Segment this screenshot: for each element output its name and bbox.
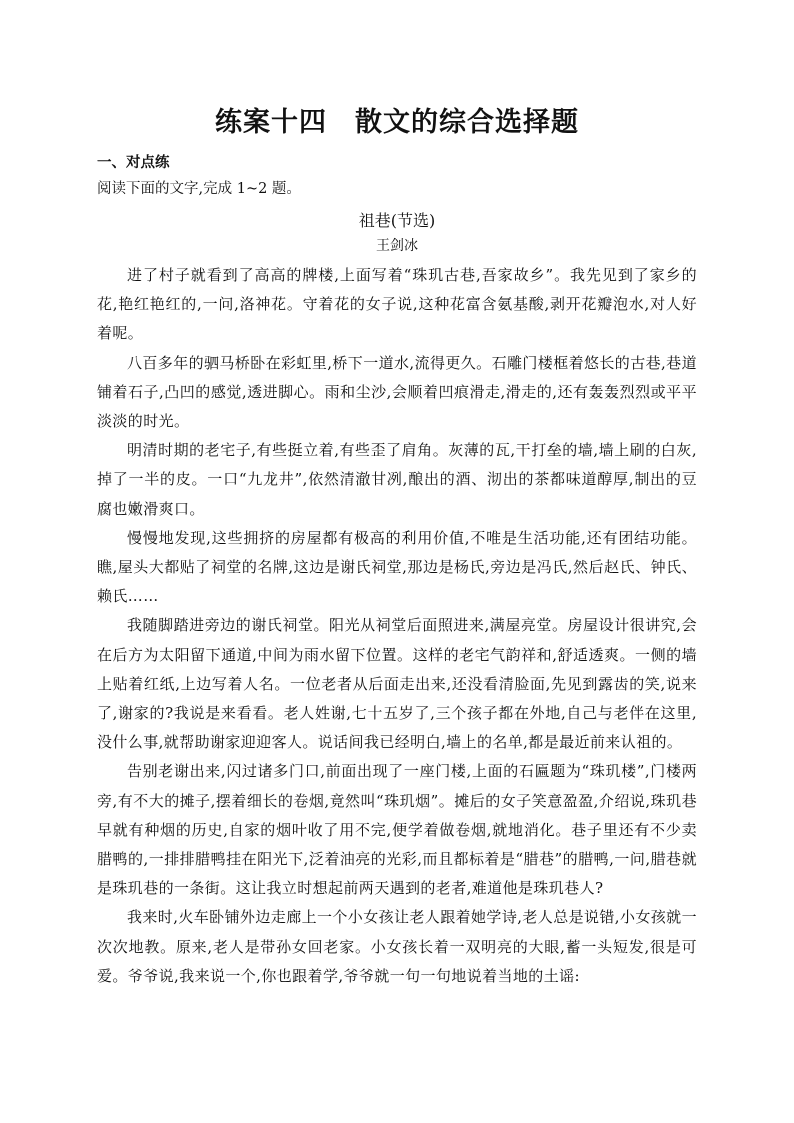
- paragraph: 明清时期的老宅子,有些挺立着,有些歪了肩角。灰薄的瓦,干打垒的墙,墙上刷的白灰,掉了一半的皮。一口“九龙井”,依然清澈甘冽,酿出的酒、沏出的茶都味道醇厚,制出的豆腐也嫩滑爽口。: [97, 441, 697, 518]
- page-title: 练案十四 散文的综合选择题: [215, 107, 579, 138]
- instruction-text: 阅读下面的文字,完成 1~2 题。: [97, 181, 301, 197]
- paragraph: 八百多年的驷马桥卧在彩虹里,桥下一道水,流得更久。石雕门楼框着悠长的古巷,巷道铺着石子,凸凹的感觉,透进脚心。雨和尘沙,会顺着凹痕滑走,滑走的,还有轰轰烈烈或平平淡淡的时光。: [97, 353, 697, 431]
- article-body: [97, 261, 697, 991]
- paragraph: 告别老谢出来,闪过诸多门口,前面出现了一座门楼,上面的石匾题为“珠玑楼”,门楼两旁,有不大的摊子,摆着细长的卷烟,竟然叫“珠玑烟”。摊后的女子笑意盈盈,介绍说,珠玑巷早就有种烟的历史,自家的烟叶收了用不完,便学着做卷烟,就地消化。巷子里还有不少卖腊鸭的,一排排腊鸭挂在阳光下,泛着油亮的光彩,而且都标着是“腊巷”的腊鸭,一问,腊巷就是珠玑巷的一条街。这让我立时想起前两天遇到的老者,难道他是珠玑巷人?: [97, 762, 697, 898]
- paragraph: 慢慢地发现,这些拥挤的房屋都有极高的利用价值,不唯是生活功能,还有团结功能。瞧,屋头大都贴了祠堂的名牌,这边是谢氏祠堂,那边是杨氏,旁边是冯氏,然后赵氏、钟氏、赖氏……: [97, 528, 697, 606]
- article-title: 祖巷(节选): [358, 211, 436, 230]
- paragraph: 我来时,火车卧铺外边走廊上一个小女孩让老人跟着她学诗,老人总是说错,小女孩就一次次地教。原来,老人是带孙女回老家。小女孩长着一双明亮的大眼,蓄一头短发,很是可爱。爷爷说,我来说一个,你也跟着学,爷爷就一句一句地说着当地的土谣:: [97, 908, 697, 985]
- paragraph: 进了村子就看到了高高的牌楼,上面写着“珠玑古巷,吾家故乡”。我先见到了家乡的花,艳红艳红的,一问,洛神花。守着花的女子说,这种花富含氨基酸,剥开花瓣泡水,对人好着呢。: [97, 266, 697, 343]
- article-author: 王剑冰: [376, 238, 418, 254]
- section-heading: 一、对点练: [97, 155, 170, 171]
- paragraph: 我随脚踏进旁边的谢氏祠堂。阳光从祠堂后面照进来,满屋亮堂。房屋设计很讲究,会在后方为太阳留下通道,中间为雨水留下位置。这样的老宅气韵祥和,舒适透爽。一侧的墙上贴着红纸,上边写着人名。一位老者从后面走出来,还没看清脸面,先见到露齿的笑,说来了,谢家的?我说是来看看。老人姓谢,七十五岁了,三个孩子都在外地,自己与老伴在这里,没什么事,就帮助谢家迎迎客人。说话间我已经明白,墙上的名单,都是最近前来认祖的。: [97, 616, 697, 752]
